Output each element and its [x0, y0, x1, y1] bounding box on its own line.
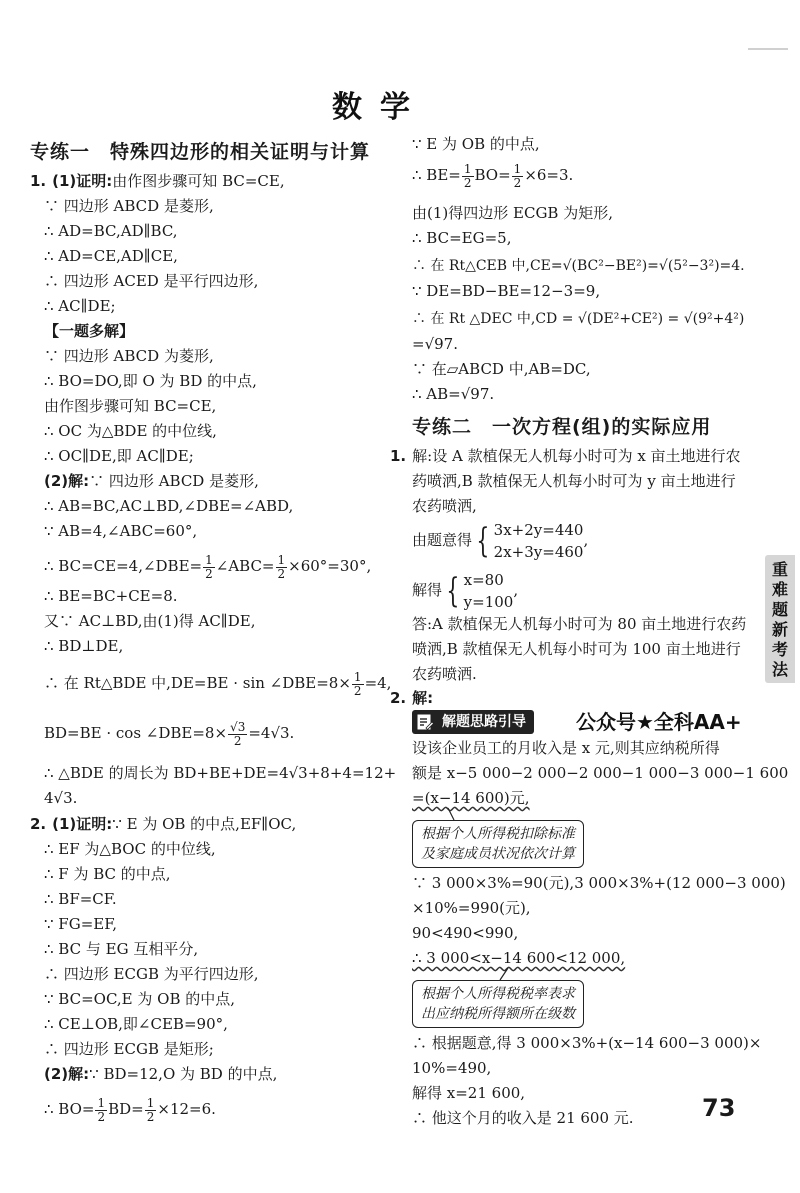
- frac-den: 2: [205, 566, 213, 581]
- text-line: 设该企业员工的月收入是 x 元,则其应纳税所得: [412, 739, 720, 757]
- fraction: [462, 163, 474, 190]
- text-line: ∵ 3 000×3%=90(元),3 000×3%+(12 000−3 000): [412, 874, 786, 892]
- note-line: 根据个人所得税税率表求: [421, 986, 575, 1002]
- text-line: 答:A 款植保无人机每小时可为 80 亩土地进行农药: [412, 615, 747, 633]
- frac-num: 1: [146, 1095, 155, 1110]
- annotation-box-1: [412, 820, 584, 868]
- solve-label: 解:: [412, 689, 434, 707]
- text-line: ∴ AB=BC,AC⊥BD,∠DBE=∠ABD,: [44, 497, 294, 515]
- text-line: 由作图步骤可知 BC=CE,: [44, 397, 217, 415]
- frac-den: 2: [146, 1109, 155, 1124]
- text-line: ∵ DE=BD−BE=12−3=9,: [412, 282, 601, 300]
- text-line: ∵ 在▱ABCD 中,AB=DC,: [412, 360, 591, 378]
- system-rows: [494, 519, 584, 563]
- text-line: ∴ CE⊥OB,即∠CEB=90°,: [44, 1015, 228, 1033]
- text-line: ∵ AB=4,∠ABC=60°,: [44, 522, 198, 540]
- fraction: [512, 163, 524, 190]
- text-seg: ,: [583, 531, 589, 549]
- text-line: 又∵ AC⊥BD,由(1)得 AC∥DE,: [44, 612, 256, 630]
- text-line: ∴ 他这个月的收入是 21 600 元.: [412, 1109, 634, 1127]
- text-line: ∴ BE=BC+CE=8.: [44, 587, 178, 605]
- frac-den: 2: [233, 733, 242, 748]
- guide-tag: 解题思路引导: [412, 710, 534, 734]
- q1-number: 1.: [390, 447, 407, 465]
- text-seg: =4,: [364, 674, 392, 692]
- frac-num: √3: [230, 719, 246, 734]
- underlined-text: =(x−14 600)元,: [412, 789, 530, 807]
- text-line: ∴ BD⊥DE,: [44, 637, 124, 655]
- text-line-fraction: [44, 551, 371, 581]
- solve-label: (2)解:: [44, 1065, 90, 1083]
- text-line: ∵ 四边形 ABCD 是菱形,: [44, 197, 214, 215]
- text-line: ∴ AB=√97.: [412, 385, 495, 403]
- text-line: 由(1)得四边形 ECGB 为矩形,: [412, 204, 613, 222]
- annotation-box-2: [412, 980, 584, 1028]
- text-line: 解:设 A 款植保无人机每小时可为 x 亩土地进行农: [412, 447, 741, 465]
- page-number: 73: [702, 1094, 736, 1122]
- text-seg: 由题意得: [412, 531, 473, 549]
- top-rule: [748, 48, 788, 50]
- text-line: [412, 788, 530, 808]
- fraction: [352, 671, 364, 698]
- text-line: ∵ 四边形 ABCD 为菱形,: [44, 347, 214, 365]
- text-line: ∴ AD=BC,AD∥BC,: [44, 222, 178, 240]
- q2-line: [30, 814, 296, 834]
- frac-den: 2: [277, 566, 286, 581]
- text-line: 解得 x=21 600,: [412, 1084, 526, 1102]
- text-line: ∴ F 为 BC 的中点,: [44, 865, 171, 883]
- frac-num: 1: [97, 1095, 106, 1110]
- subject-title: 数学: [332, 90, 428, 125]
- text-seg: ∴ BE=: [412, 166, 461, 184]
- text-line: ∴ BO=DO,即 O 为 BD 的中点,: [44, 372, 257, 390]
- frac-den: 2: [97, 1109, 106, 1124]
- text-line: [412, 948, 625, 968]
- text-seg: BD=: [108, 1100, 144, 1118]
- eq-row: y=100: [463, 593, 514, 611]
- text-line: 农药喷洒,: [412, 497, 477, 515]
- fraction: [95, 1097, 107, 1124]
- side-tab-label: 重难题新考法: [772, 560, 789, 679]
- fraction: [145, 1097, 157, 1124]
- text-seg: ∴ 在 Rt△BDE 中,DE=BE · sin ∠DBE=8×: [44, 674, 351, 692]
- q2-line: [390, 688, 433, 708]
- section-title-2: 专练二 一次方程(组)的实际应用: [412, 416, 712, 438]
- frac-num: 1: [205, 552, 213, 567]
- text-line: [44, 471, 259, 491]
- section-title-1: 专练一 特殊四边形的相关证明与计算: [30, 141, 371, 163]
- q1-number: 1.: [30, 172, 47, 190]
- text-line: ∴ AD=CE,AD∥CE,: [44, 247, 178, 265]
- brace-icon: {: [476, 521, 490, 561]
- note-line: 出应纳税所得额所在级数: [421, 1006, 575, 1022]
- frac-den: 2: [513, 175, 522, 190]
- frac-num: 1: [277, 552, 286, 567]
- text-line: 由作图步骤可知 BC=CE,: [112, 172, 285, 190]
- text-line: ∵ BD=12,O 为 BD 的中点,: [89, 1065, 278, 1083]
- text-line-fraction: [44, 718, 294, 748]
- text-line: ∵ E 为 OB 的中点,: [412, 135, 540, 153]
- text-line: ∵ 四边形 ABCD 是菱形,: [89, 472, 259, 490]
- text-line: ∴ EF 为△BOC 的中位线,: [44, 840, 216, 858]
- text-line-fraction: [44, 1094, 216, 1124]
- text-line: ∴ △BDE 的周长为 BD+BE+DE=4√3+8+4=12+: [44, 764, 397, 782]
- text-line: ∴ AC∥DE;: [44, 297, 116, 315]
- text-seg: ×6=3.: [524, 166, 574, 184]
- eq-row: x=80: [463, 571, 504, 589]
- text-line: ∴ 四边形 ECGB 是矩形;: [44, 1040, 214, 1058]
- text-seg: ×60°=30°,: [288, 557, 372, 575]
- text-line: [44, 1064, 277, 1084]
- q1-line: [390, 446, 741, 466]
- text-line: 4√3.: [44, 789, 78, 807]
- text-line: ∴ 根据题意,得 3 000×3%+(x−14 600−3 000)×: [412, 1034, 762, 1052]
- text-line-fraction: [44, 668, 391, 698]
- text-line: ∴ BC=EG=5,: [412, 229, 512, 247]
- fraction: [276, 554, 288, 581]
- q1-line: [30, 171, 285, 191]
- text-line: 药喷洒,B 款植保无人机每小时可为 y 亩土地进行: [412, 472, 736, 490]
- text-line: =√97.: [412, 335, 458, 353]
- system-rows: [464, 569, 514, 613]
- frac-den: 2: [353, 683, 362, 698]
- edit-note-icon: [416, 713, 434, 731]
- q2-number: 2.: [30, 815, 47, 833]
- text-seg: ∴ BC=CE=4,∠DBE=: [44, 557, 203, 575]
- text-line: 额是 x−5 000−2 000−2 000−1 000−3 000−1 600: [412, 764, 789, 782]
- eq-row: 2x+3y=460: [493, 543, 584, 561]
- underlined-text: ∴ 3 000<x−14 600<12 000,: [412, 949, 626, 967]
- text-seg: BD=BE · cos ∠DBE=8×: [44, 724, 228, 742]
- text-line: 农药喷洒.: [412, 665, 477, 683]
- text-line: ∴ 在 Rt △DEC 中,CD = √(DE²+CE²) = √(9²+4²): [412, 311, 745, 327]
- note-line: 根据个人所得税扣除标准: [421, 826, 575, 842]
- text-line: ∵ BC=OC,E 为 OB 的中点,: [44, 990, 236, 1008]
- text-line: ∴ OC∥DE,即 AC∥DE;: [44, 447, 194, 465]
- equation-system: [412, 518, 588, 563]
- solve-label: (2)解:: [44, 472, 90, 490]
- q2-number: 2.: [390, 689, 407, 707]
- text-line: ∵ E 为 OB 的中点,EF∥OC,: [112, 815, 297, 833]
- text-line-fraction: [412, 160, 573, 190]
- text-line: 喷洒,B 款植保无人机每小时可为 100 亩土地进行: [412, 640, 741, 658]
- frac-num: 1: [513, 161, 522, 176]
- text-line: 10%=490,: [412, 1059, 492, 1077]
- brand-label: 公众号★全科AA+: [576, 710, 742, 734]
- frac-den: 2: [463, 175, 472, 190]
- frac-num: 1: [463, 161, 472, 176]
- text-line: ∴ 四边形 ECGB 为平行四边形,: [44, 965, 259, 983]
- fraction: [203, 554, 215, 581]
- text-line: ∴ BF=CF.: [44, 890, 117, 908]
- text-line: ∴ BC 与 EG 互相平分,: [44, 940, 199, 958]
- frac-num: 1: [353, 669, 362, 684]
- text-seg: 解得: [412, 581, 443, 599]
- brace-icon: {: [446, 571, 460, 611]
- note-line: 及家庭成员状况依次计算: [421, 846, 575, 862]
- eq-row: 3x+2y=440: [493, 521, 584, 539]
- solution-system: [412, 568, 518, 613]
- text-seg: ∠ABC=: [215, 557, 275, 575]
- text-seg: ∴ BO=: [44, 1100, 95, 1118]
- fraction: [228, 721, 247, 748]
- text-line: 90<490<990,: [412, 924, 519, 942]
- text-line: ×10%=990(元),: [412, 899, 531, 917]
- q1-proof-label: (1)证明:: [52, 172, 113, 190]
- text-seg: ,: [513, 581, 519, 599]
- text-seg: =4√3.: [248, 724, 295, 742]
- text-seg: ×12=6.: [157, 1100, 216, 1118]
- text-seg: BO=: [474, 166, 511, 184]
- text-line: ∴ OC 为△BDE 的中位线,: [44, 422, 217, 440]
- multi-solution-label: 【一题多解】: [44, 322, 135, 340]
- text-line: ∵ FG=EF,: [44, 915, 118, 933]
- q2-proof-label: (1)证明:: [52, 815, 113, 833]
- text-line: ∴ 四边形 ACED 是平行四边形,: [44, 272, 259, 290]
- text-line: ∴ 在 Rt△CEB 中,CE=√(BC²−BE²)=√(5²−3²)=4.: [412, 258, 745, 274]
